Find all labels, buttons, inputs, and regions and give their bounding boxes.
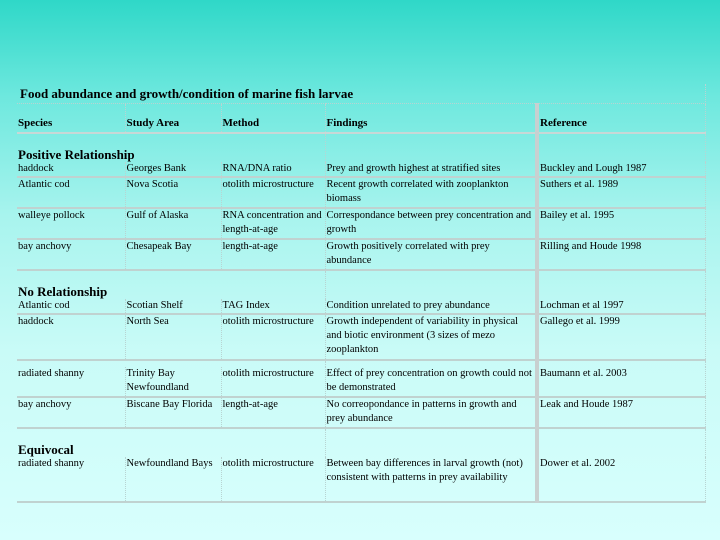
header-findings: Findings <box>325 104 537 134</box>
section-row <box>17 428 705 457</box>
cell-reference: Lochman et al 1997 <box>537 299 705 314</box>
table-row <box>17 239 705 270</box>
cell-reference: Baumann et al. 2003 <box>537 367 705 397</box>
cell-findings: Effect of prey concentration on growth could not be demonstrated <box>325 367 537 397</box>
cell-species: radiated shanny <box>17 457 125 502</box>
cell-reference: Leak and Houde 1987 <box>537 397 705 428</box>
cell-species: Atlantic cod <box>17 177 125 208</box>
cell-reference: Suthers et al. 1989 <box>537 177 705 208</box>
cell-findings: Condition unrelated to prey abundance <box>325 299 537 314</box>
cell-study-area: Georges Bank <box>125 162 221 177</box>
cell-reference: Dower et al. 2002 <box>537 457 705 502</box>
table-row <box>17 367 705 397</box>
cell-method: otolith microstructure <box>221 314 325 360</box>
title-row <box>17 84 705 104</box>
cell-study-area: Gulf of Alaska <box>125 208 221 239</box>
cell-species: haddock <box>17 314 125 360</box>
table-row <box>17 162 705 177</box>
section-label: No Relationship <box>17 270 325 299</box>
cell-study-area: Trinity Bay Newfoundland <box>125 367 221 397</box>
cell-study-area: Chesapeak Bay <box>125 239 221 270</box>
cell-method: RNA concentration and length-at-age <box>221 208 325 239</box>
cell-findings: Growth positively correlated with prey abundance <box>325 239 537 270</box>
header-row <box>17 104 705 134</box>
cell-method: RNA/DNA ratio <box>221 162 325 177</box>
cell-method: otolith microstructure <box>221 457 325 502</box>
cell-method: TAG Index <box>221 299 325 314</box>
cell-species: haddock <box>17 162 125 177</box>
cell-method: otolith microstructure <box>221 177 325 208</box>
cell-findings: No correopondance in patterns in growth and prey abundance <box>325 397 537 428</box>
cell-species: walleye pollock <box>17 208 125 239</box>
cell-study-area: Scotian Shelf <box>125 299 221 314</box>
findings-table <box>17 84 706 503</box>
cell-species: bay anchovy <box>17 397 125 428</box>
table-row <box>17 397 705 428</box>
cell-species: radiated shanny <box>17 367 125 397</box>
header-species: Species <box>17 104 125 134</box>
cell-study-area: North Sea <box>125 314 221 360</box>
table-row <box>17 457 705 502</box>
header-reference: Reference <box>537 104 705 134</box>
cell-reference: Bailey et al. 1995 <box>537 208 705 239</box>
cell-findings: Between bay differences in larval growth (not) consistent with patterns in prey availability <box>325 457 537 502</box>
cell-method: length-at-age <box>221 397 325 428</box>
section-row <box>17 133 705 162</box>
table-row <box>17 177 705 208</box>
section-label: Positive Relationship <box>17 133 325 162</box>
cell-study-area: Biscane Bay Florida <box>125 397 221 428</box>
cell-species: Atlantic cod <box>17 299 125 314</box>
cell-reference: Gallego et al. 1999 <box>537 314 705 360</box>
cell-reference: Rilling and Houde 1998 <box>537 239 705 270</box>
header-study-area: Study Area <box>125 104 221 134</box>
table-title: Food abundance and growth/condition of marine fish larvae <box>17 84 705 104</box>
cell-study-area: Newfoundland Bays <box>125 457 221 502</box>
cell-findings: Growth independent of variability in physical and biotic environment (3 sizes of mezo zooplankton <box>325 314 537 360</box>
section-label: Equivocal <box>17 428 325 457</box>
cell-findings: Correspondance between prey concentration and growth <box>325 208 537 239</box>
section-row <box>17 270 705 299</box>
cell-findings: Prey and growth highest at stratified sites <box>325 162 537 177</box>
cell-study-area: Nova Scotia <box>125 177 221 208</box>
table-row <box>17 314 705 360</box>
cell-species: bay anchovy <box>17 239 125 270</box>
table-row <box>17 299 705 314</box>
cell-reference: Buckley and Lough 1987 <box>537 162 705 177</box>
cell-method: otolith microstructure <box>221 367 325 397</box>
header-method: Method <box>221 104 325 134</box>
table-row <box>17 208 705 239</box>
cell-findings: Recent growth correlated with zooplankton biomass <box>325 177 537 208</box>
cell-method: length-at-age <box>221 239 325 270</box>
